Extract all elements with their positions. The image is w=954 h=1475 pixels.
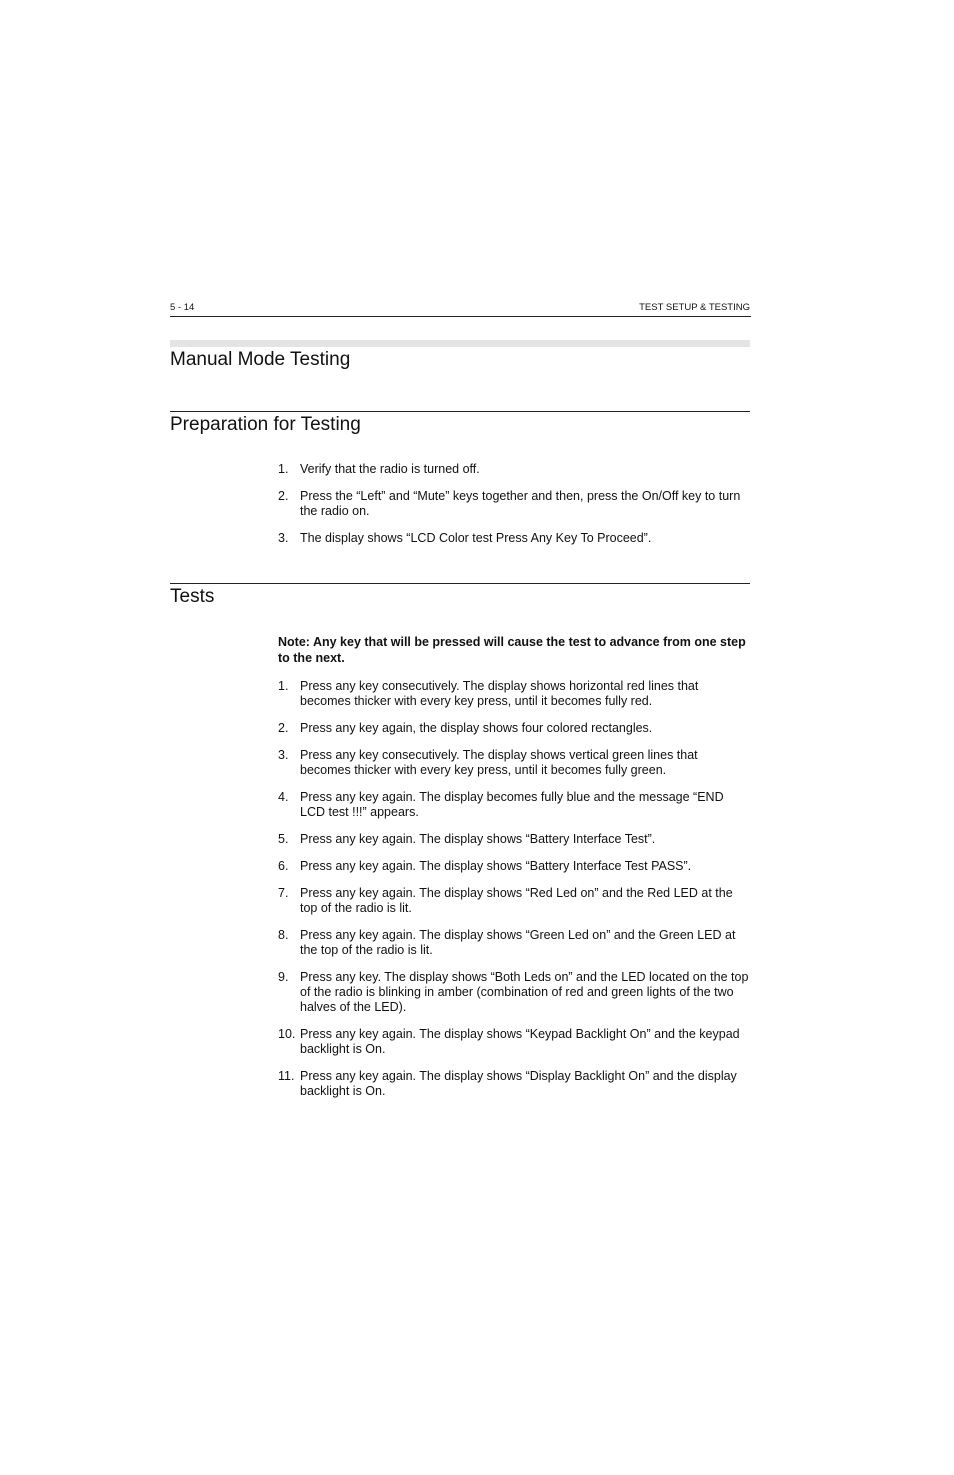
list-item [278, 489, 750, 519]
step-number: 6. [278, 859, 289, 873]
page-header [170, 301, 751, 317]
list-item [278, 1027, 750, 1057]
step-text: Press any key again. The display shows “Green Led on” and the Green LED at the top of the radio is lit. [300, 928, 736, 957]
list-item [278, 832, 750, 847]
step-number: 2. [278, 721, 289, 735]
step-number: 7. [278, 886, 289, 900]
list-item [278, 886, 750, 916]
list-item [278, 531, 750, 546]
step-number: 3. [278, 748, 289, 762]
step-number: 9. [278, 970, 289, 984]
running-section-title: TEST SETUP & TESTING [639, 302, 750, 313]
step-number: 2. [278, 489, 289, 503]
step-number: 11. [278, 1069, 295, 1083]
step-number: 4. [278, 790, 289, 804]
list-item [278, 721, 750, 736]
step-text: Press any key again, the display shows four colored rectangles. [300, 721, 653, 735]
step-text: Press the “Left” and “Mute” keys together and then, press the On/Off key to turn the radio on. [300, 489, 741, 518]
step-text: Press any key consecutively. The display shows vertical green lines that becomes thicker with every key press, until it becomes fully green. [300, 748, 698, 777]
tests-steps [278, 679, 750, 1111]
page-number: 5 - 14 [170, 302, 195, 313]
step-number: 3. [278, 531, 289, 545]
list-item [278, 928, 750, 958]
preparation-rule [170, 411, 750, 412]
step-number: 1. [278, 462, 289, 476]
list-item [278, 790, 750, 820]
list-item [278, 970, 750, 1015]
tests-note: Note: Any key that will be pressed will cause the test to advance from one step to the next. [278, 635, 746, 665]
list-item [278, 1069, 750, 1099]
chapter-band [170, 340, 750, 347]
manual-mode-heading: Manual Mode Testing [170, 349, 351, 370]
list-item [278, 859, 750, 874]
step-number: 5. [278, 832, 289, 846]
step-text: Press any key again. The display shows “Red Led on” and the Red LED at the top of the radio is lit. [300, 886, 733, 915]
step-text: Press any key again. The display shows “Display Backlight On” and the display backlight is On. [300, 1069, 737, 1098]
step-number: 10. [278, 1027, 296, 1041]
step-text: Verify that the radio is turned off. [300, 462, 480, 476]
step-text: Press any key again. The display shows “Battery Interface Test”. [300, 832, 656, 846]
preparation-steps [278, 462, 750, 558]
step-text: Press any key again. The display becomes fully blue and the message “END LCD test !!!” appears. [300, 790, 724, 819]
step-number: 1. [278, 679, 289, 693]
list-item [278, 462, 750, 477]
step-text: Press any key consecutively. The display shows horizontal red lines that becomes thicker with every key press, until it becomes fully red. [300, 679, 699, 708]
step-number: 8. [278, 928, 289, 942]
tests-heading: Tests [170, 586, 215, 607]
list-item [278, 679, 750, 709]
step-text: Press any key again. The display shows “Battery Interface Test PASS”. [300, 859, 692, 873]
tests-rule [170, 583, 750, 584]
list-item [278, 748, 750, 778]
step-text: Press any key again. The display shows “Keypad Backlight On” and the keypad backlight is On. [300, 1027, 740, 1056]
preparation-heading: Preparation for Testing [170, 414, 361, 435]
step-text: Press any key. The display shows “Both Leds on” and the LED located on the top of the radio is blinking in amber (combination of red and green lights of the two halves of the LED). [300, 970, 749, 1014]
step-text: The display shows “LCD Color test Press Any Key To Proceed”. [300, 531, 652, 545]
